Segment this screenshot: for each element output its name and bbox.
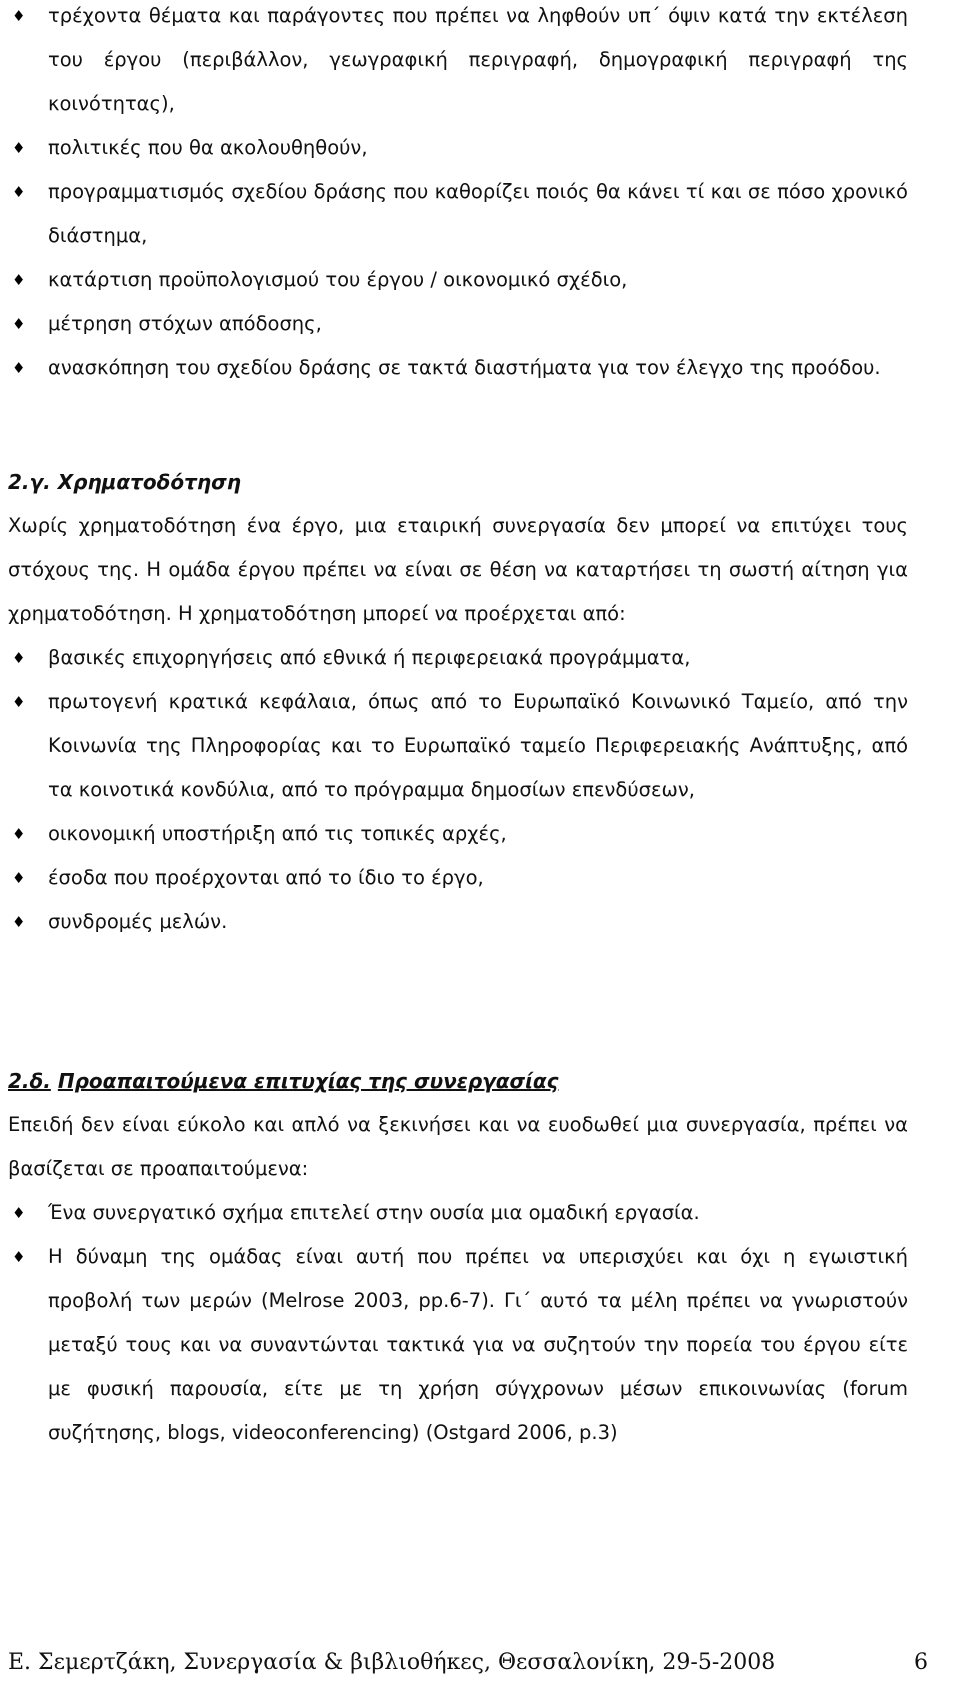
list-item-text: ανασκόπηση του σχεδίου δράσης σε τακτά διαστήματα για τον έλεγχο της προόδου.: [48, 356, 881, 379]
list-item-text: τρέχοντα θέματα και παράγοντες που πρέπει να ληφθούν υπ΄ όψιν κατά την εκτέλεση του έργου (περιβάλλον, γεωγραφική περιγραφή, δημογραφική περιγραφή της κοινότητας),: [48, 4, 908, 115]
list-item-text: Η δύναμη της ομάδας είναι αυτή που πρέπει να υπερισχύει και όχι η εγωιστική προβολή των μερών (Melrose 2003, pp.6-7). Γι΄ αυτό τα μέλη πρέπει να γνωριστούν μεταξύ τους και να συναντώνται τακτικά για να συζητούν την πορεία του έργου είτε με φυσική παρουσία, είτε με τη χρήση σύγχρονων μέσων επικοινωνίας (forum συζήτησης, blogs, videoconferencing) (Ostgard 2006, p.3): [48, 1245, 908, 1444]
list-item-text: έσοδα που προέρχονται από το ίδιο το έργο,: [48, 866, 484, 889]
list-item: [8, 302, 908, 346]
diamond-bullet-icon: ♦: [12, 315, 26, 333]
diamond-bullet-icon: ♦: [12, 359, 26, 377]
section-funding: [8, 460, 934, 944]
section-number: 2.δ.: [8, 1069, 51, 1093]
list-item: [8, 346, 908, 390]
section-number: 2.γ.: [8, 470, 51, 494]
diamond-bullet-icon: ♦: [12, 139, 26, 157]
list-item-text: μέτρηση στόχων απόδοσης,: [48, 312, 322, 335]
diamond-bullet-icon: ♦: [12, 183, 26, 201]
list-item: [8, 170, 908, 258]
list-item-text: οικονομική υποστήριξη από τις τοπικές αρχές,: [48, 822, 507, 845]
section-prerequisites: [8, 1059, 934, 1455]
list-item: [8, 126, 908, 170]
section-title: Χρηματοδότηση: [57, 470, 241, 494]
list-item: [8, 1191, 908, 1235]
bullet-list-prerequisites: [8, 1191, 934, 1455]
section-paragraph: Χωρίς χρηματοδότηση ένα έργο, μια εταιρική συνεργασία δεν μπορεί να επιτύχει τους στόχους της. Η ομάδα έργου πρέπει να είναι σε θέση να καταρτήσει τη σωστή αίτηση για χρηματοδότηση. Η χρηματοδότηση μπορεί να προέρχεται από:: [8, 514, 908, 625]
diamond-bullet-icon: ♦: [12, 7, 26, 25]
page-footer: [8, 1648, 928, 1678]
page-number: 6: [914, 1650, 928, 1675]
list-1-block: [8, 0, 934, 390]
list-item: [8, 1235, 908, 1455]
list-item: [8, 258, 908, 302]
list-item-text: πολιτικές που θα ακολουθηθούν,: [48, 136, 368, 159]
diamond-bullet-icon: ♦: [12, 271, 26, 289]
list-item: [8, 812, 908, 856]
list-item-text: πρωτογενή κρατικά κεφάλαια, όπως από το Ευρωπαϊκό Κοινωνικό Ταμείο, από την Κοινωνία της Πληροφορίας και το Ευρωπαϊκό ταμείο Περιφερειακής Ανάπτυξης, από τα κοινοτικά κονδύλια, από το πρόγραμμα δημοσίων επενδύσεων,: [48, 690, 908, 801]
section-paragraph: Επειδή δεν είναι εύκολο και απλό να ξεκινήσει και να ευοδωθεί μια συνεργασία, πρέπει να βασίζεται σε προαπαιτούμενα:: [8, 1113, 908, 1180]
footer-text: Ε. Σεμερτζάκη, Συνεργασία & βιβλιοθήκες, Θεσσαλονίκη, 29-5-2008: [8, 1650, 776, 1675]
section-heading: [8, 460, 908, 504]
bullet-list-funding: [8, 636, 934, 944]
diamond-bullet-icon: ♦: [12, 649, 26, 667]
bullet-list-1: [8, 0, 934, 390]
list-item: [8, 0, 908, 126]
list-item: [8, 636, 908, 680]
diamond-bullet-icon: ♦: [12, 693, 26, 711]
diamond-bullet-icon: ♦: [12, 1204, 26, 1222]
list-item-text: προγραμματισμός σχεδίου δράσης που καθορίζει ποιός θα κάνει τί και σε πόσο χρονικό διάστημα,: [48, 180, 908, 247]
diamond-bullet-icon: ♦: [12, 825, 26, 843]
section-title: Προαπαιτούμενα επιτυχίας της συνεργασίας: [57, 1069, 559, 1093]
list-item: [8, 680, 908, 812]
diamond-bullet-icon: ♦: [12, 913, 26, 931]
diamond-bullet-icon: ♦: [12, 869, 26, 887]
list-item: [8, 856, 908, 900]
list-item: [8, 900, 908, 944]
diamond-bullet-icon: ♦: [12, 1248, 26, 1266]
list-item-text: συνδρομές μελών.: [48, 910, 228, 933]
list-item-text: Ένα συνεργατικό σχήμα επιτελεί στην ουσία μια ομαδική εργασία.: [48, 1201, 700, 1224]
list-item-text: κατάρτιση προϋπολογισμού του έργου / οικονομικό σχέδιο,: [48, 268, 628, 291]
section-heading: [8, 1059, 908, 1103]
list-item-text: βασικές επιχορηγήσεις από εθνικά ή περιφερειακά προγράμματα,: [48, 646, 691, 669]
